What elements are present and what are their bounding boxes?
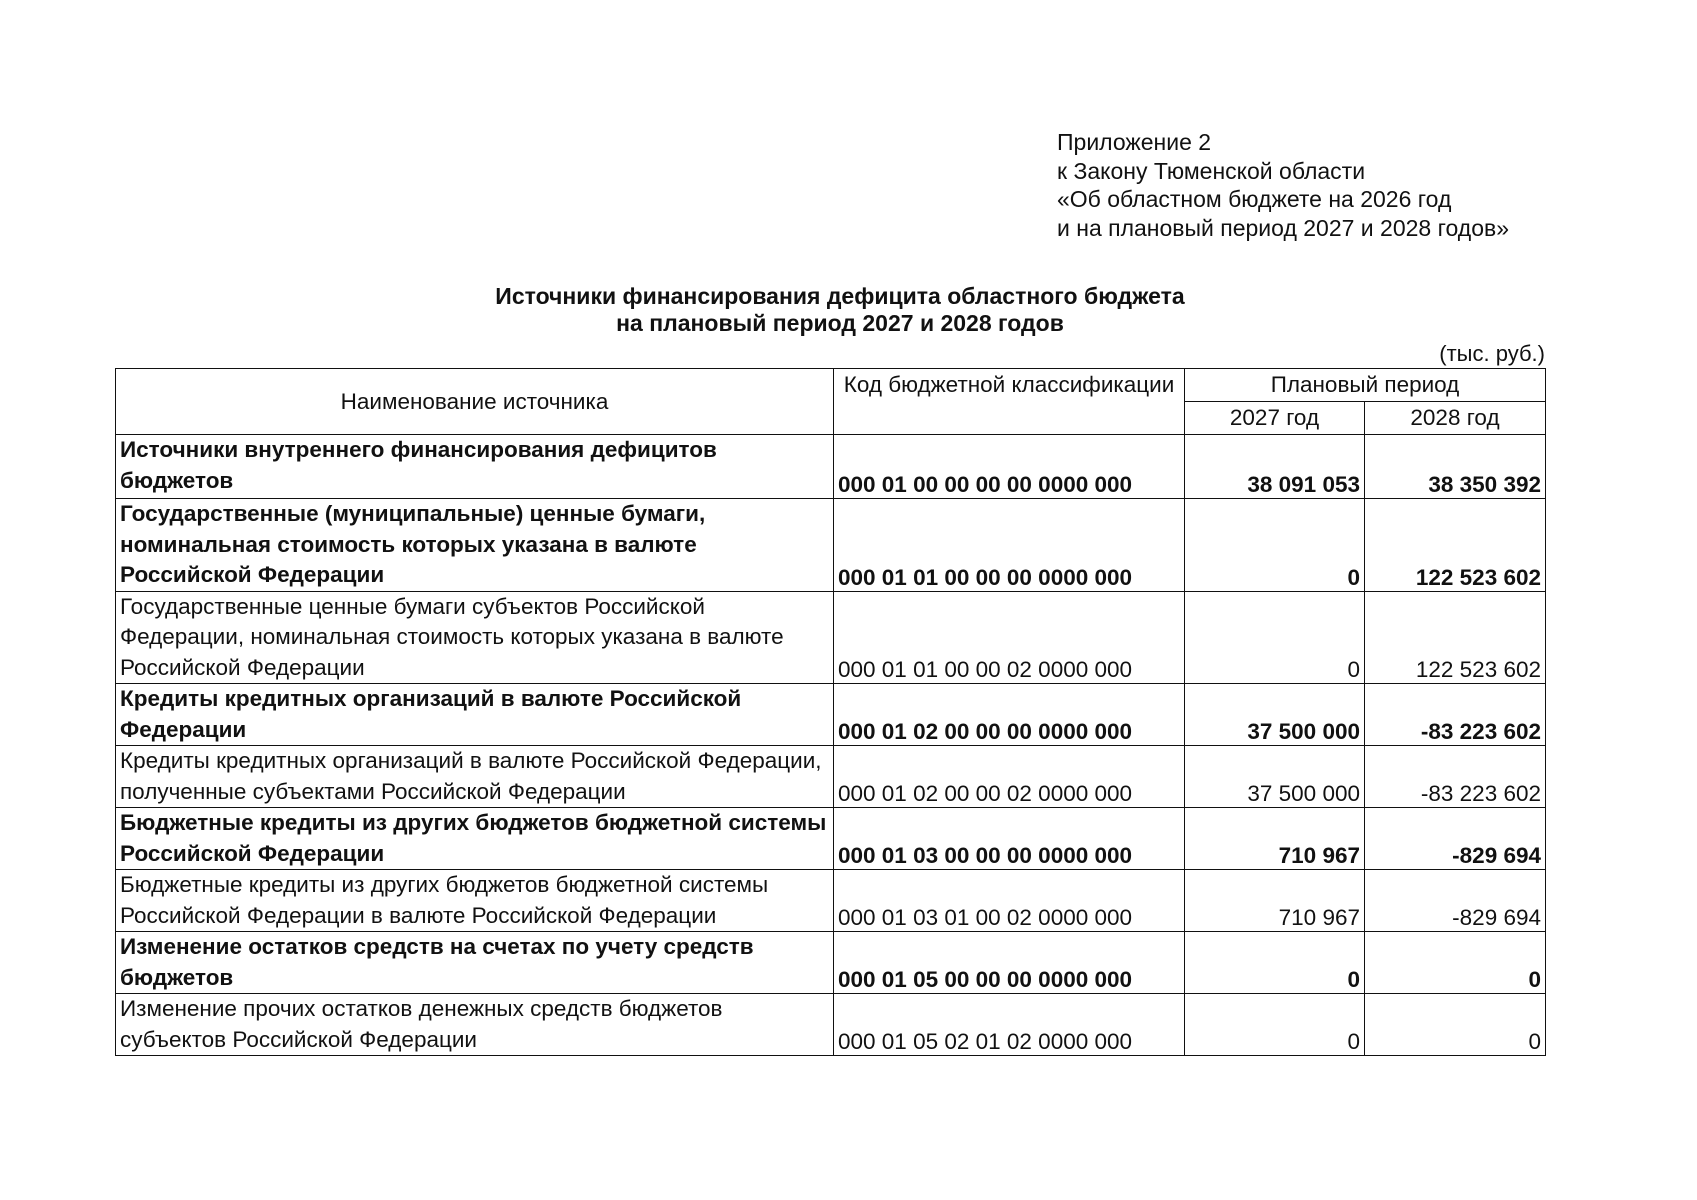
table-row bbox=[116, 932, 1546, 994]
amount-2028-cell: 122 523 602 bbox=[1365, 499, 1546, 592]
header-planning-period: Плановый период bbox=[1185, 369, 1546, 402]
source-name-cell: Кредиты кредитных организаций в валюте Российской Федерации, полученные субъектами Российской Федерации bbox=[116, 746, 834, 808]
amount-2027-cell: 0 bbox=[1185, 499, 1365, 592]
source-name-cell: Источники внутреннего финансирования дефицитов бюджетов bbox=[116, 435, 834, 499]
amount-2028-cell: -829 694 bbox=[1365, 870, 1546, 932]
appendix-reference bbox=[1057, 128, 1509, 242]
budget-code-cell: 000 01 00 00 00 00 0000 000 bbox=[834, 435, 1185, 499]
budget-code-cell: 000 01 01 00 00 02 0000 000 bbox=[834, 591, 1185, 684]
amount-2027-cell: 710 967 bbox=[1185, 808, 1365, 870]
table-row bbox=[116, 591, 1546, 684]
budget-code-cell: 000 01 01 00 00 00 0000 000 bbox=[834, 499, 1185, 592]
amount-2028-cell: 0 bbox=[1365, 994, 1546, 1056]
table-row bbox=[116, 684, 1546, 746]
amount-2028-cell: -83 223 602 bbox=[1365, 684, 1546, 746]
amount-2027-cell: 710 967 bbox=[1185, 870, 1365, 932]
header-year-2027: 2027 год bbox=[1185, 402, 1365, 435]
amount-2028-cell: 0 bbox=[1365, 932, 1546, 994]
amount-2028-cell: 38 350 392 bbox=[1365, 435, 1546, 499]
table-row bbox=[116, 435, 1546, 499]
amount-2028-cell: -83 223 602 bbox=[1365, 746, 1546, 808]
budget-code-cell: 000 01 03 00 00 00 0000 000 bbox=[834, 808, 1185, 870]
source-name-cell: Кредиты кредитных организаций в валюте Российской Федерации bbox=[116, 684, 834, 746]
table-row bbox=[116, 746, 1546, 808]
document-title-line-1: Источники финансирования дефицита областного бюджета bbox=[495, 283, 1185, 309]
amount-2027-cell: 0 bbox=[1185, 994, 1365, 1056]
units-label: (тыс. руб.) bbox=[1439, 341, 1545, 366]
source-name-cell: Государственные ценные бумаги субъектов Российской Федерации, номинальная стоимость которых указана в валюте Российской Федерации bbox=[116, 591, 834, 684]
table-header-row bbox=[116, 369, 1546, 402]
document-title-line-2: на плановый период 2027 и 2028 годов bbox=[616, 310, 1064, 336]
header-year-2028: 2028 год bbox=[1365, 402, 1546, 435]
source-name-cell: Изменение прочих остатков денежных средств бюджетов субъектов Российской Федерации bbox=[116, 994, 834, 1056]
source-name-cell: Бюджетные кредиты из других бюджетов бюджетной системы Российской Федерации в валюте Российской Федерации bbox=[116, 870, 834, 932]
budget-code-cell: 000 01 03 01 00 02 0000 000 bbox=[834, 870, 1185, 932]
amount-2027-cell: 38 091 053 bbox=[1185, 435, 1365, 499]
amount-2027-cell: 37 500 000 bbox=[1185, 684, 1365, 746]
amount-2028-cell: -829 694 bbox=[1365, 808, 1546, 870]
table-row bbox=[116, 499, 1546, 592]
appendix-line: и на плановый период 2027 и 2028 годов» bbox=[1057, 214, 1509, 241]
table-row bbox=[116, 994, 1546, 1056]
amount-2028-cell: 122 523 602 bbox=[1365, 591, 1546, 684]
appendix-line: Приложение 2 bbox=[1057, 129, 1212, 155]
table-row bbox=[116, 808, 1546, 870]
amount-2027-cell: 0 bbox=[1185, 591, 1365, 684]
amount-2027-cell: 37 500 000 bbox=[1185, 746, 1365, 808]
appendix-line: «Об областном бюджете на 2026 год bbox=[1057, 186, 1452, 212]
source-name-cell: Изменение остатков средств на счетах по учету средств бюджетов bbox=[116, 932, 834, 994]
budget-code-cell: 000 01 05 02 01 02 0000 000 bbox=[834, 994, 1185, 1056]
budget-code-cell: 000 01 02 00 00 00 0000 000 bbox=[834, 684, 1185, 746]
appendix-line: к Закону Тюменской области bbox=[1057, 157, 1366, 184]
source-name-cell: Государственные (муниципальные) ценные бумаги, номинальная стоимость которых указана в валюте Российской Федерации bbox=[116, 499, 834, 592]
amount-2027-cell: 0 bbox=[1185, 932, 1365, 994]
document-title bbox=[340, 283, 1340, 337]
header-budget-code: Код бюджетной классификации bbox=[834, 369, 1185, 435]
financing-sources-table bbox=[115, 368, 1546, 1056]
budget-code-cell: 000 01 05 00 00 00 0000 000 bbox=[834, 932, 1185, 994]
source-name-cell: Бюджетные кредиты из других бюджетов бюджетной системы Российской Федерации bbox=[116, 808, 834, 870]
table-body bbox=[116, 435, 1546, 1056]
header-source-name: Наименование источника bbox=[116, 369, 834, 435]
table-row bbox=[116, 870, 1546, 932]
budget-code-cell: 000 01 02 00 00 02 0000 000 bbox=[834, 746, 1185, 808]
